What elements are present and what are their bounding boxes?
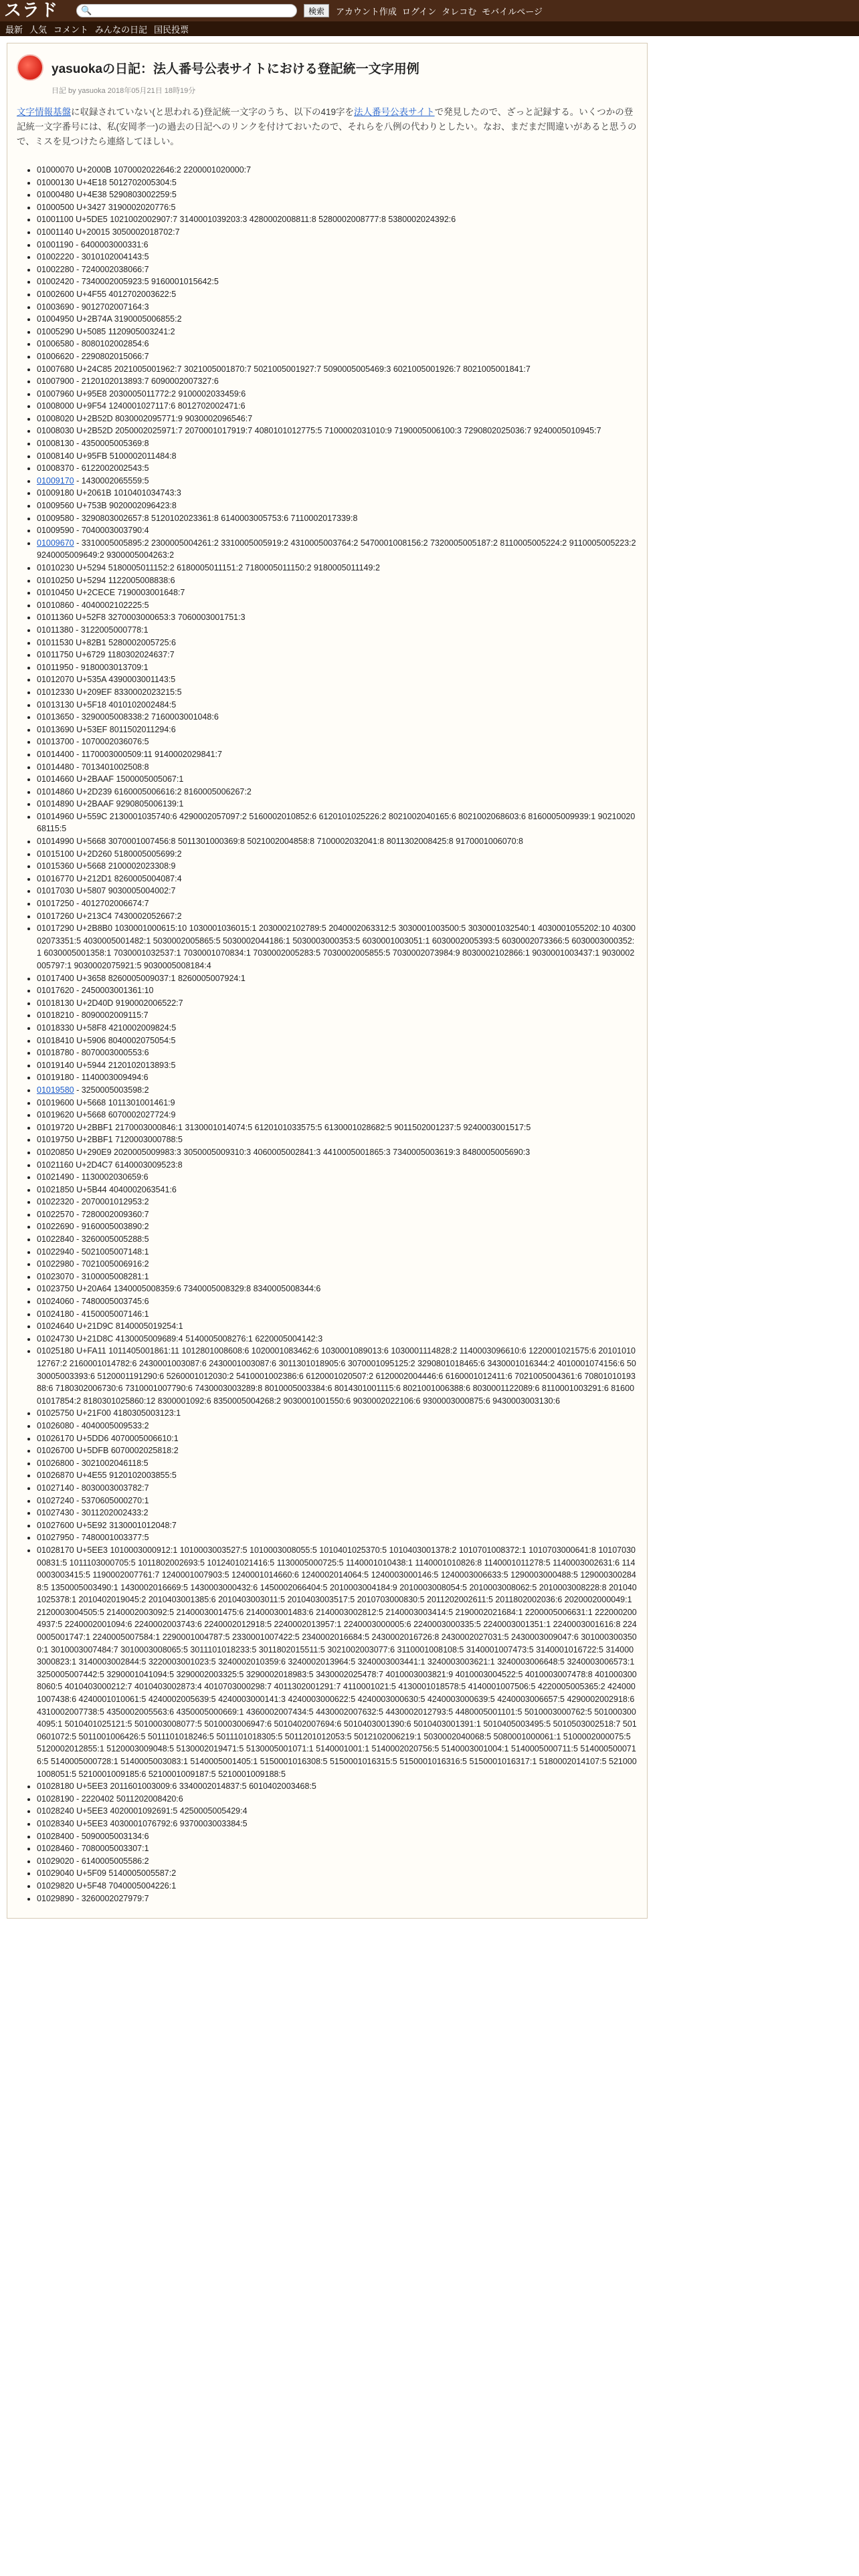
entry-text: 01009560 U+753B 9020002096423:8	[37, 501, 177, 511]
list-item	[37, 860, 638, 873]
entry-text: 01018410 U+5906 8040002075054:5	[37, 1035, 176, 1045]
nav-latest[interactable]: 最新	[5, 24, 23, 35]
list-item	[37, 897, 638, 910]
entry-text: 01028170 U+5EE3 1010003000912:1 1010003003527:5 1010003008055:5 1010401025370:5 1010403001378:2 1010701008372:1 1010703000641:8 1010703000831:5 1011103000705:5 1011802002693:5 1012401021416:5 1130005000725:5 1140001010438:1 1140001010826:8 1140001011278:5 1140003002631:6 1140003003415:5 1190002007761:7 1240001007903:5 1240001014660:6 1240002014064:5 1240003000146:5 1240003006633:5 1290003000488:5 1290003002848:5 1350005003490:1 1430002016669:5 1430003000432:6 1450002066404:5 2010003004184:9 2010003008054:5 2010003008062:5 2010003008228:8 2010401025378:1 2010402019045:2 2010403001385:6 2010403003011:5 2010403003517:5 2010703000830:5 2011202002611:5 2011802002036:6 2020002000049:1 2120003004505:5 2140002003092:5 2140003001475:6 2140003001483:6 2140003002812:5 2140003003414:5 2190002021684:1 2200005006631:1 2220002004937:5 2240002001094:6 2240002003743:6 2240002012918:5 2240002013957:1 2240003000005:6 2240003000335:5 2240003001351:1 2240003001616:8 2240005001747:1 2240005007584:1 2290001004787:5 2330001007422:5 2340002016684:5 2430002016726:8 2430002027031:5 2430003009047:6 3010003003500:1 3010003007484:7 3010003008065:5 3011101018233:5 3011802015511:5 3021002003077:6 3110001008108:5 3140001007473:5 3140001016722:5 3140003000823:1 3140003002844:5 3220003001023:5 3240002010359:6 3240002013964:5 3240003003441:1 3240003003621:1 3240003006648:5 3240003006573:1 3250005007442:5 3290001041094:5 3290002003325:5 3290002018983:5 3430002025478:7 4010003003821:9 4010003004522:5 4010003007478:8 4010003008060:5 4010403000212:7 4010403002873:4 4010703000298:7 4011302001291:7 4110001021:5 4130001018578:5 4140001007506:5 4220005005365:2 4240001007438:6 4240001010061:5 4240002005639:5 4240003000141:3 4240003000622:5 4240003000630:5 4240003000639:5 4240003006657:5 4290002002918:6 4310002007738:5 4350002005563:6 4350005000669:1 4360002007434:5 4430002007632:5 4430002012793:5 4480005001101:5 5010003000762:5 5010003004095:1 5010401025121:5 5010003008077:5 5010003006947:6 5010402007694:6 5010403001390:6 5010403001391:1 5010405003495:5 5010503002518:7 5010601072:5 5011001006426:5 5011101018246:5 5011101018305:5 5011201012053:5 5012102006219:1 5030002040068:5 5080001000061:1 5100002000075:5 5120002012855:1 5120003009048:5 5130002019471:5 5130005001071:1 5140001001:1 5140002020756:5 5140003001004:1 5140005000711:5 5140005000716:5 5140005000728:1 5140005003083:1 5140005001405:1 5150001016308:5 5150001016315:5 5150001016316:5 5150001016317:1 5180002014107:5 5210001008051:5 5210001009185:6 5210001009187:5 5210001009188:5	[37, 1545, 637, 1779]
nav-popular[interactable]: 人気	[29, 24, 47, 35]
list-item	[37, 239, 638, 251]
list-item	[37, 1035, 638, 1047]
entry-text: 01019620 U+5668 6070002027724:9	[37, 1110, 176, 1120]
entry-text: 01017250 - 4012702006674:7	[37, 899, 149, 909]
entry-text: 01026700 U+5DFB 6070002025818:2	[37, 1446, 179, 1456]
entry-text: 01007680 U+24C85 2021005001962:7 3021005001870:7 5021005001927:7 5090005005469:3 6021005001926:7 8021005001841:7	[37, 364, 531, 374]
list-item	[37, 1469, 638, 1482]
entry-text: 01010860 - 4040002102225:5	[37, 600, 149, 610]
list-item	[37, 487, 638, 500]
list-item	[37, 1208, 638, 1221]
entry-text: 01017400 U+3658 8260005009037:1 8260005007924:1	[37, 973, 246, 983]
entry-text: 01023750 U+20A64 1340005008359:6 7340005008329:8 8340005008344:6	[37, 1284, 321, 1294]
intro-link-houjin[interactable]: 法人番号公表サイト	[354, 107, 435, 117]
entry-text: 01017290 U+2B8B0 1030001000615:10 1030001036015:1 2030002102789:5 2040002063312:5 3030001003500:5 3030001032540:1 4030001055202:10 4030002073351:5 4030005001482:1 5030002005865:5 5030002044186:1 5030003000353:5 6030001003051:1 6030002005393:5 6030002073366:5 6030003000352:1 6030005001358:1 7030001032537:1 7030001070834:1 7030002005283:5 7030002005855:5 7030002073984:9 8030002102866:1 9030001003437:1 9030002005797:1 9030002075921:5 9030005008184:4	[37, 924, 636, 970]
entry-text: 01001100 U+5DE5 1021002002907:7 3140001039203:3 4280002008811:8 5280002008777:8 5380002024392:6	[37, 215, 456, 225]
list-item	[37, 1047, 638, 1059]
entry-text: 01014400 - 1170003000509:11 9140002029841:7	[37, 749, 222, 759]
entry-text: 01022690 - 9160005003890:2	[37, 1222, 149, 1232]
post-header	[7, 43, 647, 84]
list-item	[37, 301, 638, 314]
nav-polls[interactable]: 国民投票	[154, 24, 189, 35]
entry-text: 01025180 U+FA11 1011405001861:11 1012801008608:6 1020001083462:6 1030001089013:6 1030001114828:2 1140003096610:6 1220001021575:6 2010101012767:2 2160001014782:6 2430001003087:6 2430001003087:6 3011301018905:6 3070001095125:2 3290801018465:6 3430001016344:2 4010001074156:6 5030005003393:6 5120001191290:6 5260001012030:2 5410001002386:6 6120001020507:2 6120002004446:6 6160001012411:6 7021005004361:6 7080101019388:6 7180302006730:6 7310001007790:6 7430003003289:8 8010005003384:6 8014301001115:6 8021001006388:6 8030001122089:6 8110001003291:6 8160001017854:2 8180301025860:12 8300001092:6 8350005004268:2 9030001001550:6 9030002022106:6 9300003000875:6 9430003003130:6	[37, 1346, 636, 1406]
create-account-link[interactable]: アカウント作成	[336, 6, 397, 17]
entry-text: 01008140 U+95FB 5100002011484:8	[37, 451, 177, 461]
entry-text: 01019140 U+5944 2120102013893:5	[37, 1060, 176, 1070]
list-item	[37, 326, 638, 338]
entry-text: 01000500 U+3427 3190002020776:5	[37, 202, 176, 212]
list-item	[37, 637, 638, 649]
entry-text: 01011360 U+52F8 3270003000653:3 7060003001751:3	[37, 613, 246, 623]
nav-journals[interactable]: みんなの日記	[95, 24, 148, 35]
intro-text-mid: に収録されていない(と思われる)登記統一文字のうち、以下の419字を	[71, 107, 355, 117]
entry-text: 01006580 - 8080102002854:6	[37, 339, 149, 349]
list-item	[37, 1159, 638, 1172]
entry-text: 01022320 - 2070001012953:2	[37, 1197, 149, 1207]
list-item	[37, 1271, 638, 1283]
list-item	[37, 1308, 638, 1321]
entry-text: 01024060 - 7480005003745:6	[37, 1297, 149, 1307]
list-item	[37, 512, 638, 525]
list-item	[37, 276, 638, 288]
list-item	[37, 997, 638, 1010]
entry-text: 01022840 - 3260005005288:5	[37, 1235, 149, 1245]
entry-text: 01021160 U+2D4C7 6140003009523:8	[37, 1160, 183, 1170]
list-item	[37, 574, 638, 587]
entry-text: 01026170 U+5DD6 4070005006610:1	[37, 1433, 179, 1443]
entry-text: 01028240 U+5EE3 4020001092691:5 4250005005429:4	[37, 1806, 248, 1816]
list-item	[37, 673, 638, 686]
list-item	[37, 599, 638, 612]
entry-text: 01027600 U+5E92 3130001012048:7	[37, 1520, 177, 1530]
list-item	[37, 500, 638, 512]
mobile-page-link[interactable]: モバイルページ	[482, 6, 543, 17]
entry-text: 01009180 U+2061B 1010401034743:3	[37, 488, 181, 498]
list-item	[37, 1432, 638, 1445]
list-item	[37, 313, 638, 326]
list-item	[37, 873, 638, 885]
list-item	[37, 711, 638, 724]
list-item	[37, 338, 638, 350]
entry-text: 01015360 U+5668 2100002023308:9	[37, 861, 176, 871]
entry-text: 01011950 - 9180003013709:1	[37, 662, 149, 672]
list-item	[37, 1420, 638, 1432]
entry-text: 01027240 - 5370605000270:1	[37, 1495, 149, 1505]
entry-text: 01000480 U+4E38 5290803002259:5	[37, 190, 177, 200]
list-item	[37, 1196, 638, 1208]
entry-text: 01007900 - 2120102013893:7 6090002007327:6	[37, 377, 219, 387]
entry-text: 01000070 U+2000B 1070002022646:2 2200001020000:7	[37, 165, 252, 175]
entry-list	[7, 164, 647, 1905]
entry-text: 01022980 - 7021005006916:2	[37, 1259, 149, 1269]
list-item	[37, 251, 638, 263]
entry-text: 01021850 U+5B44 4040002063541:6	[37, 1184, 177, 1194]
entry-text: 01024640 U+21D9C 8140005019254:1	[37, 1321, 183, 1331]
list-item	[37, 1258, 638, 1271]
journal-article	[7, 43, 648, 1919]
list-item	[37, 1171, 638, 1184]
list-item	[37, 1146, 638, 1159]
list-item	[37, 562, 638, 574]
entry-text: 01008370 - 6122002002543:5	[37, 463, 149, 473]
list-item	[37, 1793, 638, 1806]
entry-text: 01001190 - 6400003000331:6	[37, 239, 149, 249]
page-title[interactable]: yasuokaの日記：法人番号公表サイトにおける登記統一文字用例	[52, 62, 419, 76]
entry-text: 01028460 - 7080005003307:1	[37, 1844, 149, 1854]
list-item	[37, 1818, 638, 1830]
search-icon: 🔍	[81, 5, 92, 15]
list-item	[37, 773, 638, 786]
entry-text: 01017030 U+5807 9030005004002:7	[37, 886, 176, 896]
list-item	[37, 910, 638, 923]
entry-text: 01009580 - 3290803002657:8 5120102023361:8 6140003005753:6 7110002017339:8	[37, 513, 358, 523]
entry-text: 01014660 U+2BAAF 1500005005067:1	[37, 774, 184, 784]
entry-text: 01002220 - 3010102004143:5	[37, 252, 149, 262]
entry-text: 01029040 U+5F09 5140005005587:2	[37, 1868, 177, 1879]
entry-text: 01025750 U+21F00 4180305003123:1	[37, 1408, 181, 1418]
entry-text: 01020850 U+290E9 2020005009983:3 3050005009310:3 4060005002841:3 4410005001865:3 7340005003619:3 8480005005690:3	[37, 1147, 531, 1157]
submit-story-link[interactable]: タレコむ	[442, 6, 477, 17]
list-item	[37, 1531, 638, 1544]
entry-values: - 3310005005895:2 2300005004261:2 3310005005919:2 4310005003764:2 5470001008156:2 7320005005187:2 8110005005224:2 9110005005223:2 9240005009649:2 9300005004263:2	[37, 538, 636, 560]
entry-text: 01018780 - 8070003000553:6	[37, 1048, 149, 1058]
nav-bar	[0, 21, 859, 36]
entry-text: 01012070 U+535A 4390003001143:5	[37, 675, 176, 685]
list-item	[37, 1345, 638, 1407]
list-item	[37, 375, 638, 388]
nav-comments[interactable]: コメント	[54, 24, 89, 35]
list-item	[37, 189, 638, 201]
entry-text: 01026080 - 4040005009533:2	[37, 1420, 149, 1430]
list-item	[37, 611, 638, 624]
list-item	[37, 1519, 638, 1532]
entry-text: 01008030 U+2B52D 2050002025971:7 2070001017919:7 4080101012775:5 7100002031010:9 7190005006100:3 7290802025036:7 9240005010945:7	[37, 426, 601, 436]
list-item	[37, 350, 638, 363]
entry-text: 01019720 U+2BBF1 2170003000846:1 3130001014074:5 6120101033575:5 6130001028682:5 9011502001237:5 9240003001517:5	[37, 1122, 531, 1132]
entry-text: 01008000 U+9F54 1240001027117:6 8012702002471:6	[37, 401, 246, 411]
post-meta: 日記 by yasuoka 2018年05月21日 18時19分	[52, 87, 196, 95]
list-item	[37, 1009, 638, 1022]
entry-text: 01013650 - 3290005008338:2 7160003001048:6	[37, 712, 219, 722]
entry-text: 01012330 U+209EF 8330002023215:5	[37, 687, 182, 697]
list-item	[37, 835, 638, 848]
list-item	[37, 226, 638, 239]
list-item	[37, 1097, 638, 1109]
list-item	[37, 1333, 638, 1346]
entry-code-link[interactable]: 01009170	[37, 475, 74, 486]
list-item	[37, 1805, 638, 1818]
entry-values: - 1430002065559:5	[74, 475, 149, 486]
list-item	[37, 1059, 638, 1072]
entry-text: 01017260 U+213C4 7430002052667:2	[37, 911, 182, 921]
entry-text: 01019180 - 1140003009494:6	[37, 1073, 149, 1083]
list-item	[37, 761, 638, 774]
list-item	[37, 462, 638, 475]
list-item	[37, 1495, 638, 1507]
entry-text: 01014890 U+2BAAF 9290805006139:1	[37, 799, 184, 809]
list-item	[37, 363, 638, 376]
avatar[interactable]	[17, 54, 43, 81]
entry-text: 01009590 - 7040003003790:4	[37, 526, 149, 536]
entry-text: 01019750 U+2BBF1 7120003000788:5	[37, 1135, 183, 1145]
list-item	[37, 798, 638, 811]
entry-code-link[interactable]: 01009670	[37, 538, 74, 548]
list-item	[37, 922, 638, 972]
entry-values: - 3250005003598:2	[74, 1085, 149, 1095]
list-item	[37, 437, 638, 450]
list-item	[37, 1507, 638, 1519]
entry-text: 01021490 - 1130002030659:6	[37, 1172, 149, 1182]
list-item	[37, 724, 638, 736]
search-box[interactable]	[76, 4, 297, 17]
entry-text: 01008020 U+2B52D 8030002095771:9 9030002096546:7	[37, 413, 253, 423]
list-item	[37, 388, 638, 401]
entry-text: 01014480 - 7013401002508:8	[37, 762, 149, 772]
search-input[interactable]	[92, 5, 292, 16]
entry-text: 01000130 U+4E18 5012702005304:5	[37, 177, 177, 187]
list-item	[37, 475, 638, 488]
entry-text: 01019600 U+5668 1011301001461:9	[37, 1097, 175, 1107]
intro-link-mojijoho[interactable]: 文字情報基盤	[17, 107, 71, 117]
list-item	[37, 699, 638, 712]
entry-text: 01002280 - 7240002038066:7	[37, 264, 149, 274]
entry-text: 01005290 U+5085 1120905003241:2	[37, 326, 175, 336]
list-item	[37, 1109, 638, 1121]
entry-text: 01024180 - 4150005007146:1	[37, 1309, 149, 1319]
list-item	[37, 450, 638, 463]
header-links	[336, 5, 543, 17]
list-item	[37, 811, 638, 835]
entry-text: 01028400 - 5090005003134:6	[37, 1831, 149, 1841]
list-item	[37, 201, 638, 214]
entry-text: 01022940 - 5021005007148:1	[37, 1247, 149, 1257]
entry-text: 01013690 U+53EF 8011502011294:6	[37, 724, 176, 734]
entry-text: 01026870 U+4E55 9120102003855:5	[37, 1471, 177, 1481]
entry-text: 01004950 U+2B74A 3190005006855:2	[37, 314, 182, 324]
entry-text: 01002420 - 7340002005923:5 9160001015642:5	[37, 277, 219, 287]
entry-text: 01028180 U+5EE3 2011601003009:6 3340002014837:5 6010402003468:5	[37, 1782, 316, 1792]
list-item	[37, 1482, 638, 1495]
list-item	[37, 524, 638, 537]
list-item	[37, 1867, 638, 1880]
site-logo[interactable]: スラド	[4, 1, 59, 21]
list-item	[37, 1295, 638, 1308]
list-item	[37, 425, 638, 437]
list-item	[37, 263, 638, 276]
entry-text: 01017620 - 2450003001361:10	[37, 986, 154, 996]
entry-text: 01013130 U+5F18 4010102002484:5	[37, 700, 177, 710]
list-item	[37, 400, 638, 413]
list-item	[37, 177, 638, 189]
entry-text: 01014990 U+5668 3070001007456:8 5011301000369:8 5021002004858:8 7100002032041:8 8011302008425:8 9170001006070:8	[37, 837, 524, 847]
entry-text: 01011750 U+6729 1180302024637:7	[37, 650, 175, 660]
entry-text: 01018330 U+58F8 4210002009824:5	[37, 1023, 177, 1033]
entry-code-link[interactable]: 01019580	[37, 1085, 74, 1095]
list-item	[37, 164, 638, 177]
entry-text: 01024730 U+21D8C 4130005009689:4 5140005008276:1 6220005004142:3	[37, 1333, 323, 1344]
list-item	[37, 1407, 638, 1420]
list-item	[37, 686, 638, 699]
list-item	[37, 1022, 638, 1035]
entry-text: 01013700 - 1070002036076:5	[37, 737, 149, 747]
entry-text: 01011380 - 3122005000778:1	[37, 625, 149, 635]
list-item	[37, 786, 638, 798]
entry-text: 01011530 U+82B1 5280002005725:6	[37, 637, 176, 647]
entry-text: 01018130 U+2D40D 9190002006522:7	[37, 998, 183, 1008]
list-item	[37, 736, 638, 748]
list-item	[37, 1457, 638, 1470]
list-item	[37, 1084, 638, 1097]
entry-text: 01022570 - 7280002009360:7	[37, 1209, 149, 1219]
entry-text: 01027140 - 8030003003782:7	[37, 1483, 149, 1493]
list-item	[37, 413, 638, 425]
entry-text: 01028190 - 2220402 5011202008420:6	[37, 1794, 183, 1804]
list-item	[37, 1121, 638, 1134]
entry-text: 01027950 - 7480001003377:5	[37, 1533, 149, 1543]
entry-text: 01010250 U+5294 1122005008838:6	[37, 575, 175, 585]
login-link[interactable]: ログイン	[401, 6, 437, 17]
entry-text: 01007960 U+95E8 2030005011772:2 9100002033459:6	[37, 389, 246, 399]
list-item	[37, 1320, 638, 1333]
list-item	[37, 984, 638, 997]
entry-text: 01006620 - 2290802015066:7	[37, 351, 149, 361]
entry-text: 01029020 - 6140005005586:2	[37, 1856, 149, 1866]
list-item	[37, 586, 638, 599]
entry-text: 01003690 - 9012702007164:3	[37, 302, 149, 312]
entry-text: 01010230 U+5294 5180005011152:2 6180005011151:2 7180005011150:2 9180005011149:2	[37, 563, 380, 572]
list-item	[37, 1780, 638, 1793]
list-item	[37, 288, 638, 301]
entry-text: 01016770 U+212D1 8260005004087:4	[37, 873, 182, 883]
post-intro	[7, 96, 647, 152]
list-item	[37, 848, 638, 861]
list-item	[37, 624, 638, 637]
entry-text: 01029890 - 3260002027979:7	[37, 1893, 149, 1903]
intro-text-after: で発見したので、ざっと記録する。いくつかの登記統一文字番号には、私(安岡孝一)の過去の日記へのリンクを付けておいたので、それらを八例の代わりとしたい。なお、まだまだ間違いがあると思うので、ミスを見つけたら連絡してほしい。	[17, 107, 637, 146]
entry-text: 01002600 U+4F55 4012702003622:5	[37, 289, 177, 299]
list-item	[37, 1842, 638, 1855]
entry-text: 01008130 - 4350005005369:8	[37, 439, 149, 449]
entry-text: 01010450 U+2CECE 7190003001648:7	[37, 588, 185, 598]
list-item	[37, 885, 638, 897]
list-item	[37, 1233, 638, 1246]
list-item	[37, 213, 638, 226]
entry-text: 01014860 U+2D239 6160005006616:2 8160005006267:2	[37, 786, 252, 796]
list-item	[37, 661, 638, 674]
entry-text: 01028340 U+5EE3 4030001076792:6 9370003003384:5	[37, 1818, 248, 1828]
entry-text: 01018210 - 8090002009115:7	[37, 1010, 149, 1021]
list-item	[37, 1134, 638, 1146]
search-button[interactable]: 検索	[304, 4, 329, 17]
list-item	[37, 748, 638, 761]
list-item	[37, 972, 638, 985]
list-item	[37, 1855, 638, 1868]
list-item	[37, 1880, 638, 1893]
list-item	[37, 1283, 638, 1295]
list-item	[37, 1184, 638, 1196]
entry-text: 01015100 U+2D260 5180005005699:2	[37, 849, 182, 859]
entry-text: 01026800 - 3021002046118:5	[37, 1458, 149, 1468]
list-item	[37, 649, 638, 661]
list-item	[37, 1220, 638, 1233]
entry-text: 01027430 - 3011202002433:2	[37, 1508, 149, 1518]
entry-text: 01014960 U+559C 2130001035740:6 4290002057097:2 5160002010852:6 6120101025226:2 8021002040165:6 8021002068603:6 8160005009939:1 9021002068115:5	[37, 811, 636, 834]
list-item	[37, 1246, 638, 1259]
list-item	[37, 1444, 638, 1457]
list-item	[37, 1071, 638, 1084]
list-item	[37, 1893, 638, 1905]
list-item	[37, 1544, 638, 1780]
entry-text: 01023070 - 3100005008281:1	[37, 1271, 149, 1281]
entry-text: 01029820 U+5F48 7040005004226:1	[37, 1881, 177, 1891]
entry-text: 01001140 U+20015 3050002018702:7	[37, 227, 180, 237]
list-item	[37, 537, 638, 562]
top-bar	[0, 0, 859, 21]
list-item	[37, 1830, 638, 1843]
